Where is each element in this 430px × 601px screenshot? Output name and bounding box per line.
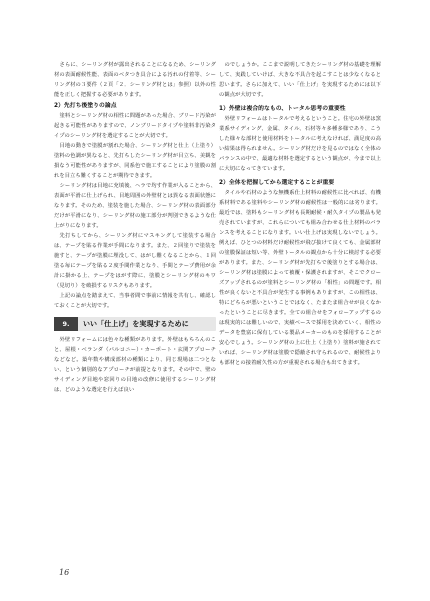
right-column (219, 60, 381, 368)
page-number: 16 (59, 568, 70, 577)
body-paragraph: 外壁リフォームには色々な種類があります。外壁はもちろんのこと、屋根・ベランダ（バルコニー）・カーポート・玄関アプローチなどなど。築年数や構成部材の種類により、同じ現場は二つとない、という個別的なアプローチが前提となります。その中で、壁のサイディング目地や窓回りの目地の改修に使用するシーリング材は、どのような選定を行えば良い (54, 337, 216, 393)
section-banner (54, 317, 216, 331)
body-paragraph: シーリング材は目地に充填後、ヘラで均す作業が入ることから、表面が平滑に仕上げられ、目地周囲の外壁材とは異なる表面状態になります。そのため、塗装を施した場合、シーリング材の表面部分だけが平滑になり、シーリング材の施工部分が判別できるような仕上がりになります。 (54, 183, 216, 229)
body-paragraph: 外壁リフォームはトータルで考えるということ。住宅の外壁は窯業系サイディング、金属、タイル、石材等々多種多様であり、こうした様々な部材と使用材料をトータルに考えなければ、満足度の高い結果は得られません。シーリング材だけを見るのではなく全体のバランスの中で、最適な材料を選定するという観点が、今まで以上に大切になってきています。 (219, 116, 381, 172)
body-paragraph: さらに、シーリング材が露出されることになるため、シーリング材の表面耐候性能、表面のベタつき具合による汚れの付着等、シーリング材の３要件（２頁「２．シーリング材とは」参照）以外の性能を正しく把握する必要があります。 (54, 62, 216, 98)
body-paragraph: 塗料とシーリング材の相性に問題があった場合、ブリード汚染が起きる可能性がありますので、ノンブリードタイプや塗料非汚染タイプのシーリング材を選定することが大切です。 (54, 113, 216, 139)
left-column (54, 60, 216, 395)
section-title: いい「仕上げ」を実現するために (83, 320, 189, 328)
body-paragraph: 目地の動きで塗膜が割れた場合、シーリング材と仕上（上塗り）塗料の色調が異なると、先打ちしたシーリング材が目立ち、美観を損なう可能性がありますが、同系色で施工することにより塗膜の割れを目立ち難くすることが期待できます。 (54, 143, 216, 179)
subheading-grasp-whole: 2）全体を把握してから選定することが重要 (219, 180, 335, 186)
section-number: 9. (54, 317, 78, 331)
body-paragraph: のでしょうか。ここまで説明してきたシーリング材の基礎を理解して、実践していけば、大きな不具合を起こすことは少なくなると思います。さらに加えて、いい「仕上げ」を実現するためには以下の観点が大切です。 (219, 62, 381, 98)
body-paragraph: タイルや石材のような無機系仕上材料の耐候性に比べれば、有機系材料である塗料やシーリング材の耐候性は一般的には劣ります。最近では、塗料もシーリング材も長期耐候・耐久タイプの製品も発売されていますが、これらについても組み合わせる仕上材料のバランスを考えることになります。いい仕上げは実現しないでしょう。例えば、ひとつの材料だけ耐候性が飛び抜けて良くても、金属部材の塗膜保証は短い等、外壁トータルの観点から十分に検討する必要があります。また、シーリング材が先打ちで後塗りとする場合は、シーリング材は塗膜によって被覆・保護されますが、そこでクローズアップされるのが塗料とシーリング材の「相性」の問題です。相性が良くないと不具合が発生する事例もありますが、この相性は、特にどちらが悪いということではなく、たまたま組合せが良くなかったということに尽きます。全ての組合せをフォローアップするのは現実的には難しいので、実績ベースで採用を決めていく、相性のデータを豊富に保有している製品メーカーのものを採用することが安心でしょう。シーリング材の上に仕上（上塗り）塗料が施されていれば、シーリング材は塗膜で隠蔽され守られるので、耐候性よりも部材との接着耐久性の方が重視される場合も出てきます。 (219, 190, 381, 366)
subheading-sealant-first-paint-after: 2）先打ち後塗りの論点 (54, 103, 117, 109)
body-paragraph: 上記の論点を踏まえて、当事者間で事前に情報を共有し、確認しておくことが大切です。 (54, 293, 216, 309)
subheading-total-thinking: 1）外壁は複合的なもの、トータル思考の重要性 (219, 106, 346, 112)
body-paragraph: 先打ちしてから、シーリング材にマスキングして塗装する場合は、テープを貼る作業が手間になります。また、２回塗りで塗装を施すと、テープが塗膜に埋没して、はがし難くなることから、１回塗る毎にテープを貼る２度手間作業となり、手間とテープ費用が余計に掛かる上、テープをはがす際に、塗膜とシーリング材のキワ（見切り）を破損するリスクもあります。 (54, 233, 216, 289)
